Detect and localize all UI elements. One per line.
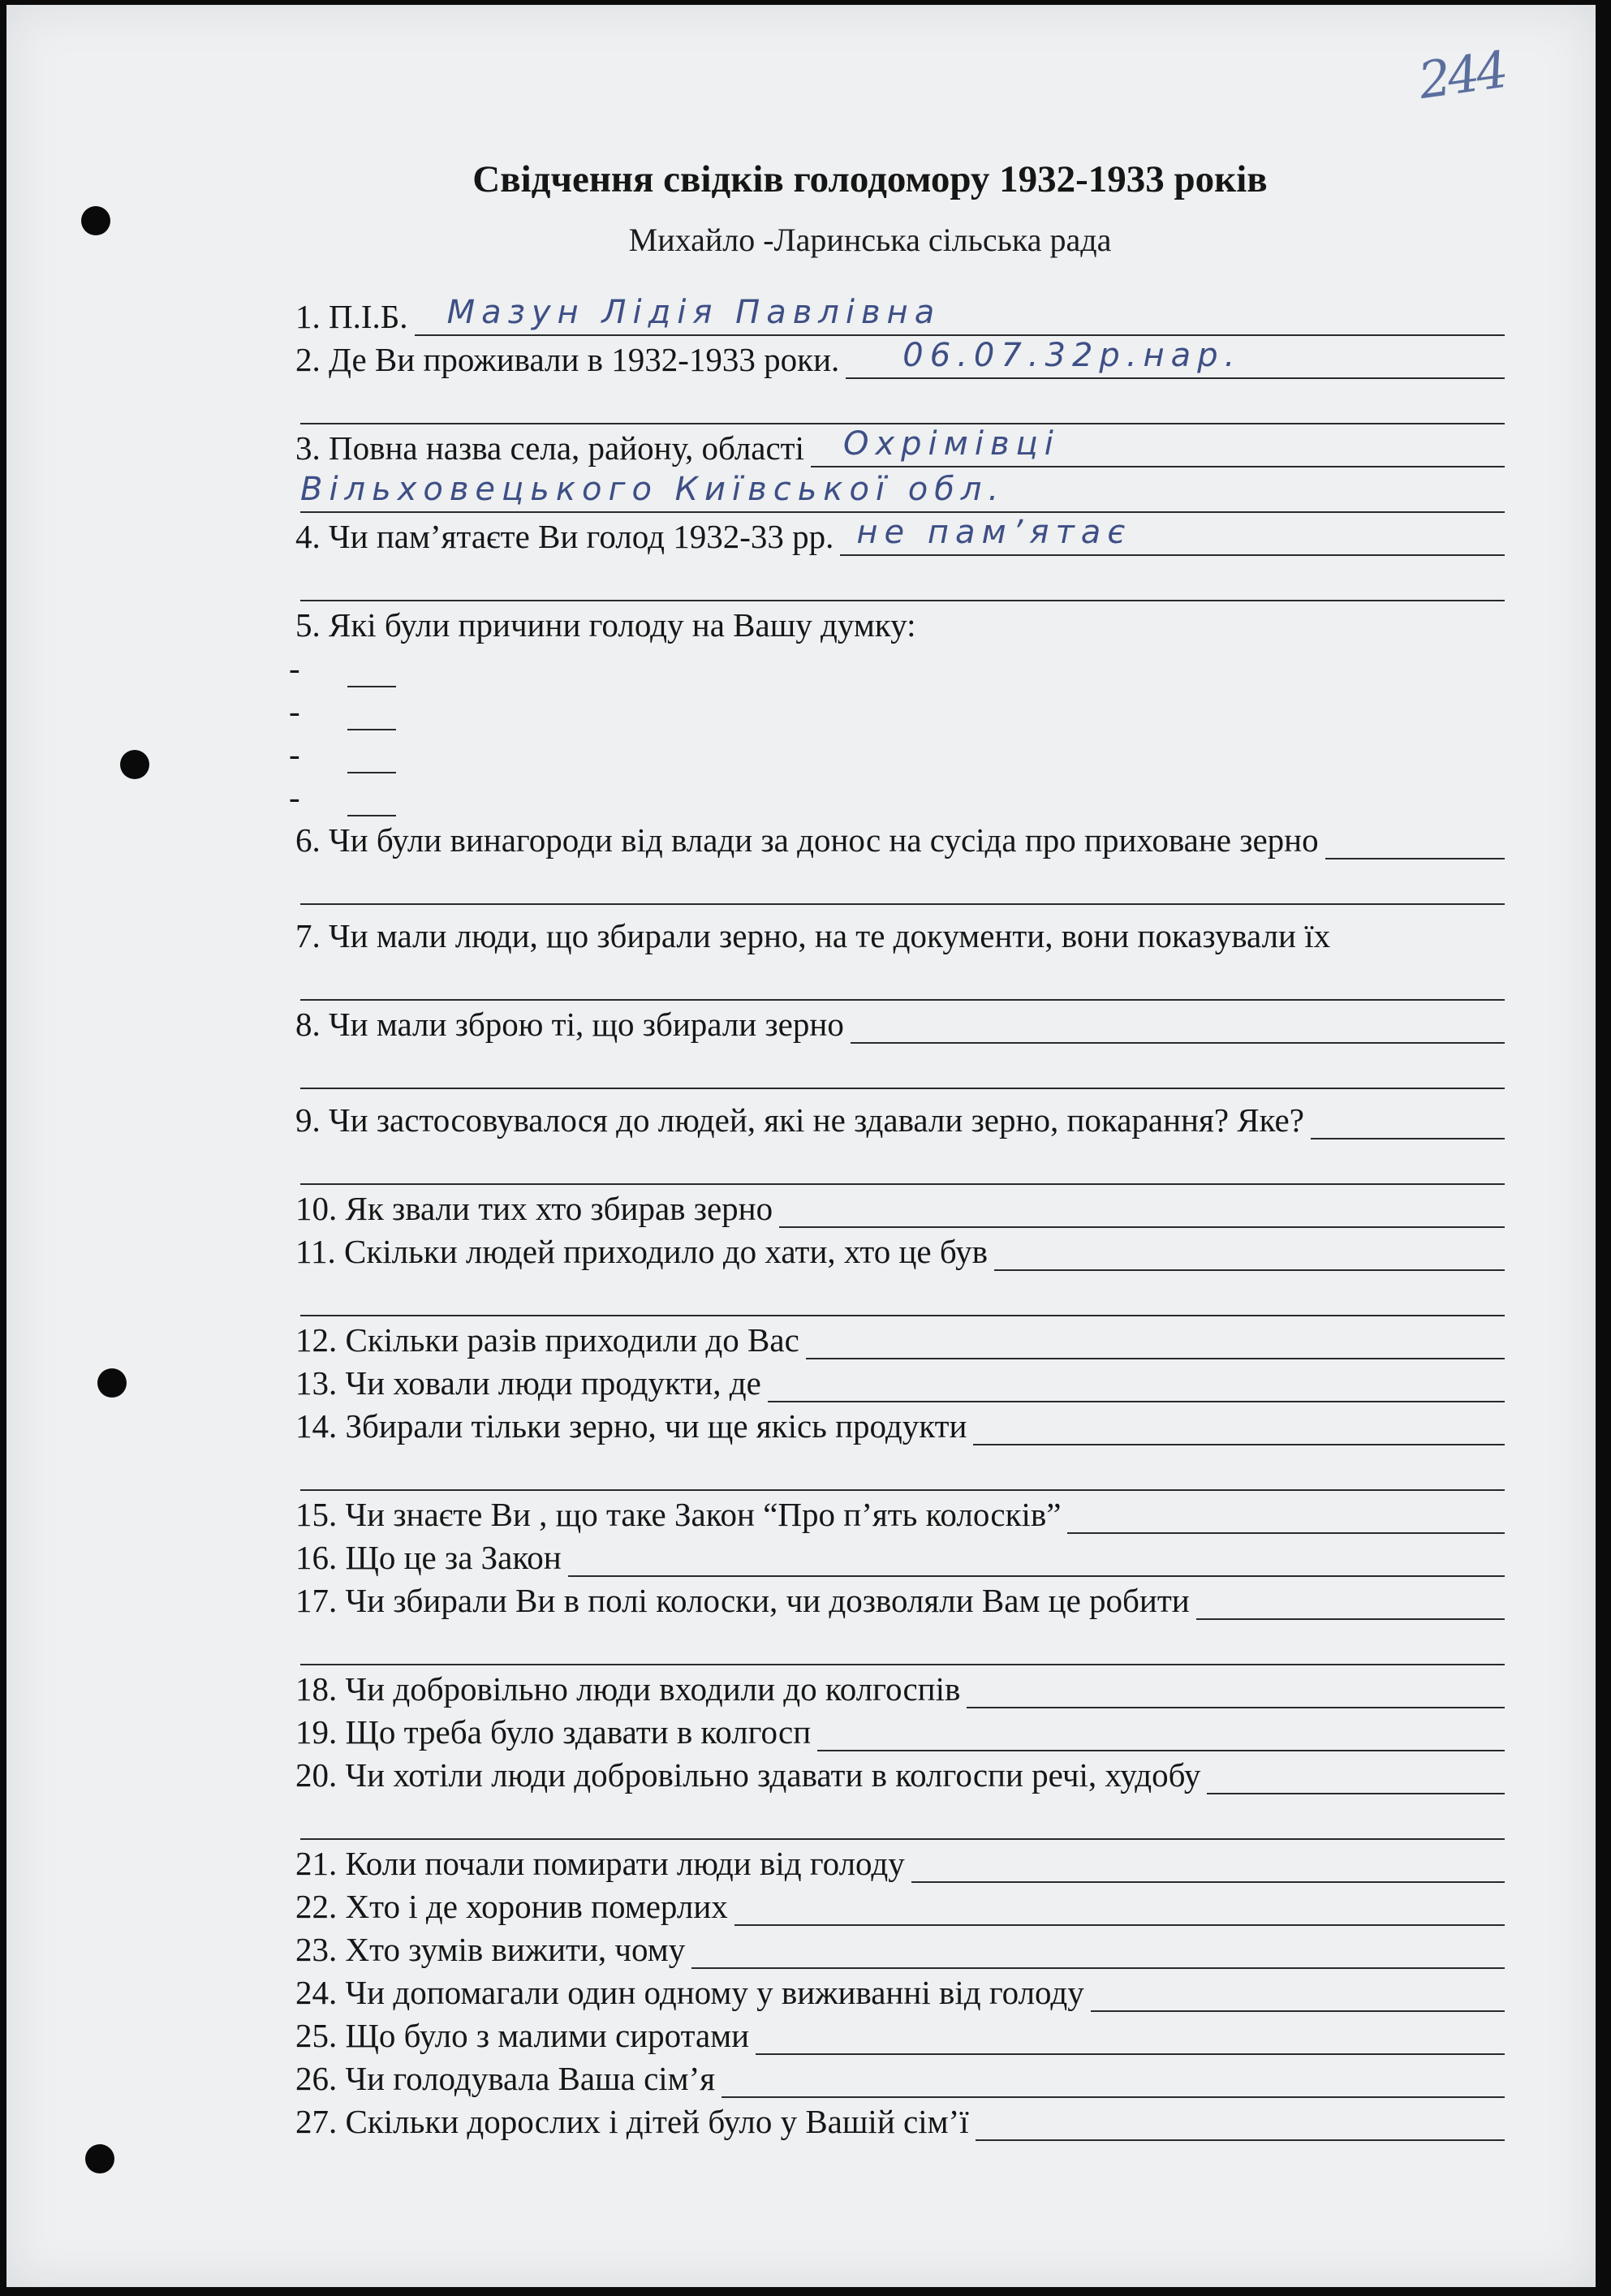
answer-line[interactable]	[300, 859, 1505, 905]
answer-field[interactable]	[817, 1721, 1505, 1751]
questionnaire	[289, 293, 1505, 2141]
question-text: Скільки дорослих і дітей було у Вашій сім’ї	[345, 2103, 969, 2140]
question-text: Хто і де хоронив померлих	[345, 1888, 728, 1925]
question-5: 5. Які були причини голоду на Вашу думку:	[295, 606, 916, 644]
punch-hole	[97, 1368, 127, 1398]
question-20: 20. Чи хотіли люди добровільно здавати в колгоспи речі, худобу	[295, 1751, 1505, 1794]
question-text: Чи добровільно люди входили до колгоспів	[345, 1670, 961, 1708]
answer-field[interactable]	[734, 1895, 1505, 1926]
answer-field[interactable]	[851, 1013, 1505, 1044]
question-10: 10. Як звали тих хто збирав зерно	[295, 1185, 1505, 1228]
handwritten-answer: Вільховецького Київської обл.	[300, 471, 1006, 508]
page-number: 244	[1415, 39, 1509, 111]
answer-field[interactable]	[779, 1197, 1505, 1228]
answer-line[interactable]	[300, 1794, 1505, 1840]
question-1: 1. П.І.Б. Мазун Лідія Павлівна	[295, 293, 1505, 336]
question-text: Збирали тільки зерно, чи ще якісь продукти	[345, 1407, 967, 1445]
answer-field[interactable]	[756, 2024, 1505, 2055]
question-15: 15. Чи знаєте Ви , що таке Закон “Про п’ять колосків”	[295, 1491, 1505, 1534]
question-14: 14. Збирали тільки зерно, чи ще якісь продукти	[295, 1402, 1505, 1445]
question-text: Чи знаєте Ви , що таке Закон “Про п’ять колосків”	[345, 1496, 1062, 1533]
question-4: 4. Чи пам’ятаєте Ви голод 1932-33 рр. не пам’ятає	[295, 513, 1505, 556]
handwritten-answer: Охрімівці	[843, 425, 1060, 463]
question-text: Чи збирали Ви в полі колоски, чи дозволяли Вам це робити	[345, 1582, 1190, 1619]
question-23: 23. Хто зумів вижити, чому	[295, 1926, 1505, 1969]
answer-field[interactable]	[415, 294, 1505, 336]
question-text: Хто зумів вижити, чому	[345, 1931, 686, 1968]
answer-field[interactable]	[1196, 1589, 1505, 1620]
answer-field[interactable]	[1091, 1981, 1505, 2012]
handwritten-answer: 06.07.32р.нар.	[902, 337, 1242, 374]
question-text: Чи ховали люди продукти, де	[345, 1364, 761, 1402]
question-text: Що було з малими сиротами	[345, 2017, 750, 2054]
question-text: Чи мали зброю ті, що збирали зерно	[329, 1006, 844, 1043]
answer-field[interactable]	[1325, 829, 1505, 859]
question-21: 21. Коли почали помирати люди від голоду	[295, 1840, 1505, 1883]
question-24: 24. Чи допомагали один одному у виживанні від голоду	[295, 1969, 1505, 2012]
question-27: 27. Скільки дорослих і дітей було у Вашій сім’ї	[295, 2098, 1505, 2141]
question-13: 13. Чи ховали люди продукти, де	[295, 1359, 1505, 1402]
answer-field[interactable]	[722, 2067, 1505, 2098]
answer-field[interactable]	[691, 1938, 1505, 1969]
question-26: 26. Чи голодувала Ваша сім’я	[295, 2055, 1505, 2098]
punch-hole	[85, 2144, 114, 2173]
answer-line[interactable]	[300, 1044, 1505, 1089]
answer-field[interactable]	[846, 337, 1505, 379]
option-blank[interactable]	[347, 790, 396, 816]
question-text: Чи були винагороди від влади за донос на сусіда про приховане зерно	[329, 821, 1319, 859]
answer-line[interactable]	[300, 556, 1505, 601]
answer-field[interactable]	[973, 1415, 1505, 1445]
option-item: -	[289, 773, 1505, 816]
question-text: П.І.Б.	[329, 298, 408, 335]
answer-field[interactable]	[840, 514, 1505, 556]
document-page	[6, 5, 1596, 2287]
question-18: 18. Чи добровільно люди входили до колгоспів	[295, 1665, 1505, 1708]
answer-line[interactable]	[300, 955, 1505, 1001]
question-text: Де Ви проживали в 1932-1933 роки.	[329, 341, 840, 378]
question-6: 6. Чи були винагороди від влади за донос на сусіда про приховане зерно	[295, 816, 1505, 859]
question-8: 8. Чи мали зброю ті, що збирали зерно	[295, 1001, 1505, 1044]
answer-line[interactable]	[300, 467, 1505, 513]
option-blank[interactable]	[347, 704, 396, 730]
answer-line[interactable]	[300, 1445, 1505, 1491]
answer-line[interactable]	[300, 1139, 1505, 1185]
page-subtitle: Михайло -Ларинська сільська рада	[628, 222, 1112, 258]
question-text: Чи допомагали один одному у виживанні від голоду	[345, 1974, 1084, 2011]
question-text: Чи застосовувалося до людей, які не здавали зерно, покарання? Яке?	[329, 1101, 1304, 1139]
answer-field[interactable]	[768, 1372, 1505, 1402]
question-text: Що треба було здавати в колгосп	[345, 1713, 812, 1751]
punch-hole	[120, 750, 149, 779]
question-7: 7. Чи мали люди, що збирали зерно, на те документи, вони показували їх	[295, 917, 1331, 954]
question-9: 9. Чи застосовувалося до людей, які не здавали зерно, покарання? Яке?	[295, 1089, 1505, 1139]
answer-field[interactable]	[568, 1546, 1505, 1577]
handwritten-answer: Мазун Лідія Павлівна	[446, 294, 941, 331]
question-text: Скільки людей приходило до хати, хто це був	[343, 1233, 989, 1270]
question-text: Що це за Закон	[345, 1539, 562, 1576]
option-item: -	[289, 687, 1505, 730]
question-17: 17. Чи збирали Ви в полі колоски, чи дозволяли Вам це робити	[295, 1577, 1505, 1620]
question-25: 25. Що було з малими сиротами	[295, 2012, 1505, 2055]
answer-field[interactable]	[806, 1329, 1505, 1359]
option-item: -	[289, 644, 1505, 687]
option-blank[interactable]	[347, 747, 396, 773]
answer-field[interactable]	[911, 1852, 1505, 1883]
question-text: Чи пам’ятаєте Ви голод 1932-33 рр.	[329, 518, 834, 555]
answer-field[interactable]	[811, 425, 1505, 467]
question-text: Скільки разів приходили до Вас	[345, 1321, 799, 1359]
question-text: Чи мали люди, що збирали зерно, на те документи, вони показували їх	[329, 917, 1331, 954]
question-22: 22. Хто і де хоронив померлих	[295, 1883, 1505, 1926]
option-item: -	[289, 730, 1505, 773]
answer-field[interactable]	[976, 2110, 1505, 2141]
answer-line[interactable]	[300, 1271, 1505, 1316]
option-blank[interactable]	[347, 661, 396, 687]
answer-field[interactable]	[1207, 1764, 1505, 1794]
page-title: Свідчення свідків голодомору 1932-1933 років	[472, 158, 1268, 200]
answer-field[interactable]	[1067, 1503, 1505, 1534]
question-text: Чи голодувала Ваша сім’я	[345, 2060, 716, 2097]
answer-line[interactable]	[300, 1620, 1505, 1665]
question-11: 11. Скільки людей приходило до хати, хто це був	[295, 1228, 1505, 1271]
handwritten-answer: не пам’ятає	[856, 514, 1132, 551]
question-12: 12. Скільки разів приходили до Вас	[295, 1316, 1505, 1359]
answer-field[interactable]	[967, 1678, 1505, 1708]
question-19: 19. Що треба було здавати в колгосп	[295, 1708, 1505, 1751]
answer-field[interactable]	[994, 1240, 1505, 1271]
question-16: 16. Що це за Закон	[295, 1534, 1505, 1577]
question-text: Як звали тих хто збирав зерно	[345, 1190, 773, 1227]
question-3: 3. Повна назва села, району, області Охрімівці	[295, 424, 1505, 467]
answer-line[interactable]	[300, 379, 1505, 424]
question-text: Які були причини голоду на Вашу думку:	[329, 606, 916, 644]
question-2: 2. Де Ви проживали в 1932-1933 роки. 06.07.32р.нар.	[295, 336, 1505, 379]
question-text: Чи хотіли люди добровільно здавати в колгоспи речі, худобу	[345, 1756, 1201, 1794]
answer-field[interactable]	[1311, 1109, 1505, 1139]
question-text: Коли почали помирати люди від голоду	[345, 1845, 905, 1882]
question-text: Повна назва села, району, області	[329, 429, 804, 467]
